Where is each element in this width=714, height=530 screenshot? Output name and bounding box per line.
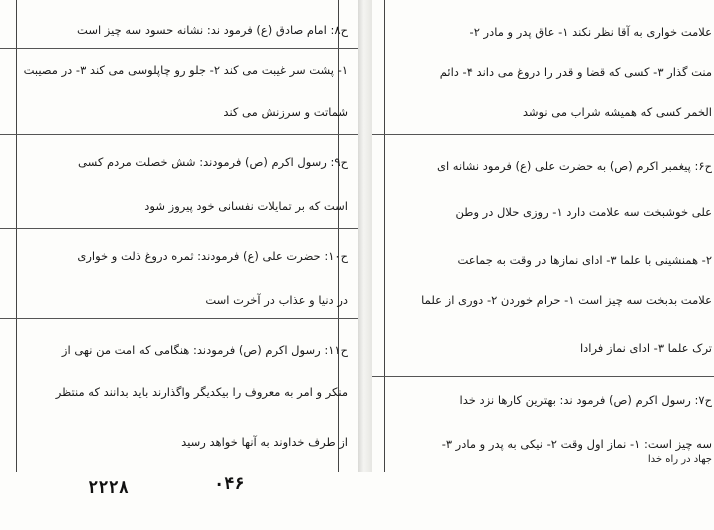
divider-line [0, 228, 358, 229]
text-line: ح۸: امام صادق (ع) فرمود ند: نشانه حسود سه چیز است [77, 23, 348, 37]
text-line: ترک علما ۳- ادای نماز فرادا [579, 341, 712, 355]
divider-line [0, 318, 358, 319]
text-line: علی خوشبخت سه علامت دارد ۱- روزی حلال در وطن [455, 205, 712, 219]
text-line: علامت بدبخت سه چیز است ۱- حرام خوردن ۲- دوری از علما [421, 293, 712, 307]
text-line: ح۱۰: حضرت علی (ع) فرمودند: ثمره دروغ ذلت و خواری [77, 249, 348, 263]
divider-line [0, 134, 358, 135]
text-line: شماتت و سرزنش می کند [223, 105, 348, 119]
text-line: ح۱۱: رسول اکرم (ص) فرمودند: هنگامی که امت من نهی از [61, 343, 348, 357]
text-line: الخمر کسی که همیشه شراب می نوشد [522, 105, 712, 119]
text-line: سه چیز است: ۱- نماز اول وقت ۲- نیکی به پدر و مادر ۳- [441, 437, 712, 451]
page-gutter [358, 0, 372, 472]
left-page [0, 0, 358, 472]
text-line: ح۶: پیغمبر اکرم (ص) به حضرت علی (ع) فرمود نشانه ای [436, 159, 712, 173]
text-line: جهاد در راه خدا [647, 454, 712, 465]
ruled-line [0, 48, 358, 49]
text-line: منت گذار ۳- کسی که قضا و قدر را دروغ می داند ۴- دائم [439, 65, 712, 79]
text-line: ح۹: رسول اکرم (ص) فرمودند: شش خصلت مردم کسی [78, 155, 348, 169]
text-line: ۲- همنشینی با علما ۳- ادای نمازها در وقت به جماعت [457, 253, 712, 267]
divider-line [372, 376, 714, 377]
margin-line [384, 0, 385, 472]
text-line: منکر و امر به معروف را بیکدیگر واگذارند باید بدانند که منتظر [55, 385, 348, 399]
text-line: در دنیا و عذاب در آخرت است [205, 293, 348, 307]
text-line: ۱- پشت سر غیبت می کند ۲- جلو رو چاپلوسی می کند ۳- در مصیبت [23, 63, 348, 77]
divider-line [372, 134, 714, 135]
page-number-right: ۰۴۶ [214, 474, 245, 494]
text-line: ح۷: رسول اکرم (ص) فرمود ند: بهترین کارها نزد خدا [459, 393, 712, 407]
right-page [372, 0, 714, 472]
text-line: علامت خواری به آقا نظر نکند ۱- عاق پدر و مادر ۲- [469, 25, 712, 39]
text-line: از طرف خداوند به آنها خواهد رسید [181, 435, 348, 449]
page-number-left: ۲۲۲۸ [88, 478, 129, 498]
text-line: است که بر تمایلات نفسانی خود پیروز شود [144, 199, 348, 213]
margin-line [16, 0, 17, 472]
